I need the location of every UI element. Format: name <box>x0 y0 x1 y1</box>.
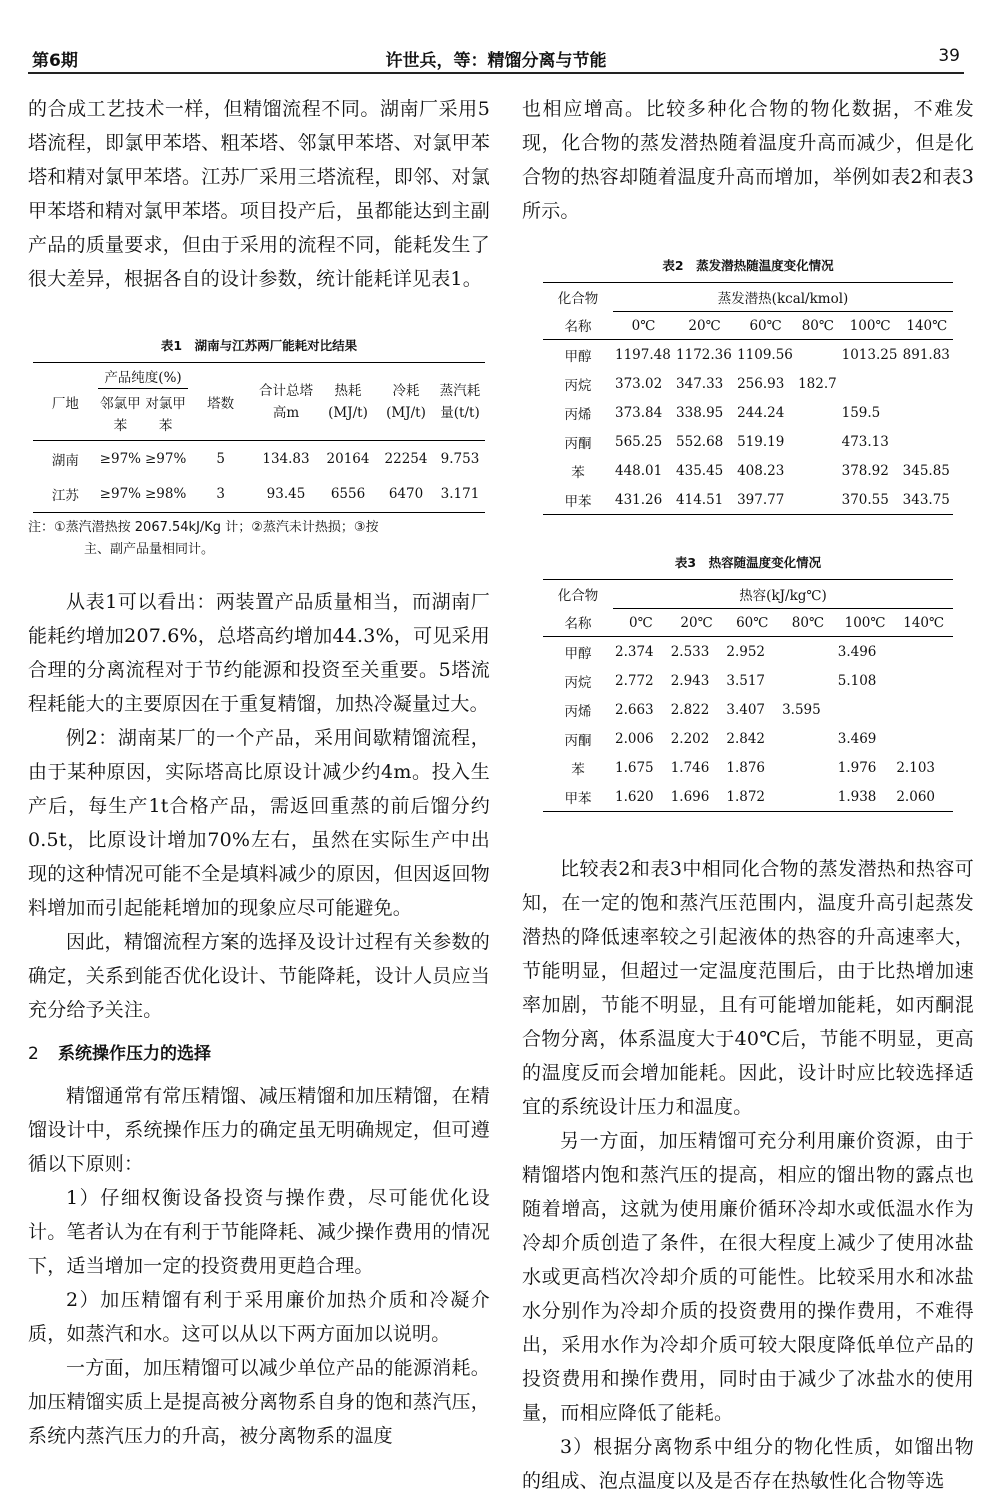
table-cell: 134.83 <box>262 450 310 467</box>
paragraph: 1）仔细权衡设备投资与操作费，尽可能优化设计。笔者认为在有利于节能降耗、减少操作费用的情况下，适当增加一定的投资费用更趋合理。 <box>28 1187 490 1277</box>
table-cell: 1.876 <box>726 759 766 776</box>
table-2-caption: 表2 蒸发潜热随温度变化情况 <box>662 258 834 273</box>
table-header: 20℃ <box>669 609 725 637</box>
section-heading <box>28 1037 490 1071</box>
table-cell: 408.23 <box>737 462 785 479</box>
table-cell: 338.95 <box>676 404 724 421</box>
table-cell: 2.772 <box>615 672 654 689</box>
table-cell: 20164 <box>326 450 370 467</box>
table-header: 60℃ <box>735 312 796 340</box>
table-cell <box>796 485 840 515</box>
running-header <box>28 40 964 74</box>
table-cell: 3.469 <box>837 730 877 747</box>
paragraph: 比较表2和表3中相同化合物的蒸发潜热和热容可知，在一定的饱和蒸汽压范围内，温度升高引起蒸发潜热的降低速率较之引起液体的热容的升高速率大，节能明显，但超过一定温度范围后，由于比热增加速率加剧，节能不明显，且有可能增加能耗，如丙酮混合物分离，体系温度大于40℃后，节能不明显，更高的温度反而会增加能耗。因此，设计时应比较选择适宜的系统设计压力和温度。 <box>522 858 974 1118</box>
table-row <box>543 398 953 427</box>
table-header: 对氯甲苯 <box>145 395 186 434</box>
table-cell: 2.663 <box>615 701 654 718</box>
paragraph: 也相应增高。比较多种化合物的物化数据，不难发现，化合物的蒸发潜热随着温度升高而减少，但是化合物的热容却随着温度升高而增加，举例如表2和表3所示。 <box>522 98 974 222</box>
table-2 <box>543 282 953 515</box>
table-cell: 2.842 <box>726 730 766 747</box>
table-1 <box>33 362 485 513</box>
compound-name: 甲苯 <box>564 790 592 807</box>
table-header: 100℃ <box>840 312 901 340</box>
table-row <box>543 782 953 812</box>
table-cell: 1.746 <box>670 759 710 776</box>
table-cell: ≥98% <box>145 486 187 503</box>
table-cell: 2.533 <box>670 643 710 660</box>
paragraph: 精馏通常有常压精馏、减压精馏和加压精馏，在精馏设计中，系统操作压力的确定虽无明确规定，但可遵循以下原则： <box>28 1085 490 1175</box>
left-column <box>28 92 490 1453</box>
table-cell: 345.85 <box>902 462 950 479</box>
table-cell: 3.496 <box>837 643 877 660</box>
table-cell: ≥97% <box>99 450 141 467</box>
table-cell: 6556 <box>330 486 366 503</box>
table-row <box>543 456 953 485</box>
table-cell <box>780 753 836 782</box>
table-cell: 448.01 <box>615 462 663 479</box>
table-header: 化合物 <box>557 291 599 308</box>
table-cell: 2.202 <box>670 730 710 747</box>
table-cell <box>894 695 953 724</box>
table-header: 80℃ <box>796 312 840 340</box>
table-cell: 2.943 <box>670 672 710 689</box>
table-cell: 5.108 <box>837 672 877 689</box>
table-cell <box>894 724 953 753</box>
compound-name: 丙酮 <box>564 435 592 452</box>
table-cell: 373.84 <box>615 404 663 421</box>
table-header: 名称 <box>543 609 613 637</box>
table-cell: 891.83 <box>902 346 950 363</box>
compound-name: 丙烯 <box>564 703 592 720</box>
section-number: 2 <box>28 1044 39 1064</box>
table-header: 邻氯甲苯 <box>100 395 141 434</box>
table-cell: 414.51 <box>676 491 724 508</box>
table-cell <box>780 666 836 695</box>
table-cell: 1.675 <box>615 759 654 776</box>
table-header: 产品纯度(%) <box>98 363 189 389</box>
table-header: 0℃ <box>613 609 669 637</box>
paragraph: 的合成工艺技术一样，但精馏流程不同。湖南厂采用5塔流程，即氯甲苯塔、粗苯塔、邻氯甲苯塔、对氯甲苯塔和精对氯甲苯塔。江苏厂采用三塔流程，即邻、对氯甲苯塔和精对氯甲苯塔。项目投产后，虽都能达到主副产品的质量要求，但由于采用的流程不同，能耗发生了很大差异，根据各自的设计参数，统计能耗详见表1。 <box>28 98 490 290</box>
table-1-note <box>28 517 490 561</box>
table-cell: 473.13 <box>841 433 889 450</box>
compound-name: 苯 <box>571 761 585 778</box>
table-header: 塔数 <box>207 395 235 412</box>
table-cell: 1.872 <box>726 788 766 805</box>
table-header: 热耗(MJ/t) <box>328 382 368 421</box>
compound-name: 丙烷 <box>564 674 592 691</box>
table-header: 100℃ <box>836 609 895 637</box>
table-header: 合计总塔高m <box>259 382 313 421</box>
table-cell <box>780 724 836 753</box>
paragraph: 一方面，加压精馏可以减少单位产品的能源消耗。加压精馏实质上是提高被分离物系自身的饱和蒸汽压，系统内蒸汽压力的升高，被分离物系的温度 <box>28 1357 490 1447</box>
table-cell: 1.696 <box>670 788 710 805</box>
table-header: 热容(kJ/kg℃) <box>613 580 953 609</box>
table-cell: 5 <box>216 450 225 467</box>
table-cell: 182.7 <box>798 375 837 392</box>
table-cell: 1172.36 <box>676 346 732 363</box>
note-line: 主、副产品量相同计。 <box>84 542 215 557</box>
right-column <box>522 92 974 1498</box>
section-title: 系统操作压力的选择 <box>58 1044 211 1064</box>
table-cell: 22254 <box>384 450 428 467</box>
table-cell: 2.006 <box>615 730 654 747</box>
table-header: 20℃ <box>674 312 735 340</box>
table-cell: 565.25 <box>615 433 663 450</box>
compound-name: 丙烷 <box>564 377 592 394</box>
table-cell: 256.93 <box>737 375 785 392</box>
table-row <box>543 695 953 724</box>
table-1-caption: 表1 湖南与江苏两厂能耗对比结果 <box>160 338 358 353</box>
table-cell <box>901 369 953 398</box>
table-cell: 1013.25 <box>841 346 898 363</box>
table-cell: 3.171 <box>440 486 480 503</box>
table-cell: 244.24 <box>737 404 785 421</box>
table-cell: 1197.48 <box>615 346 671 363</box>
table-cell <box>796 456 840 485</box>
table-cell <box>780 637 836 667</box>
table-row <box>543 753 953 782</box>
table-header: 名称 <box>543 312 613 340</box>
table-cell: 552.68 <box>676 433 724 450</box>
table-cell: 93.45 <box>266 486 306 503</box>
table-cell: 2.060 <box>896 788 935 805</box>
paragraph: 2）加压精馏有利于采用廉价加热介质和冷凝介质，如蒸汽和水。这可以从以下两方面加以说明。 <box>28 1289 490 1345</box>
table-cell: 3 <box>216 486 225 503</box>
table-header: 140℃ <box>894 609 953 637</box>
table-cell <box>796 398 840 427</box>
table-cell: 347.33 <box>676 375 724 392</box>
table-cell: 159.5 <box>841 404 881 421</box>
table-cell: 9.753 <box>440 450 480 467</box>
compound-name: 丙烯 <box>564 406 592 423</box>
table-3-caption: 表3 热容随温度变化情况 <box>674 555 822 570</box>
table-cell: 江苏 <box>51 488 79 505</box>
table-row <box>543 427 953 456</box>
table-cell: 2.103 <box>896 759 935 776</box>
table-header: 冷耗(MJ/t) <box>386 382 426 421</box>
table-cell: 1.976 <box>837 759 877 776</box>
compound-name: 甲苯 <box>564 493 592 510</box>
compound-name: 苯 <box>571 464 585 481</box>
table-header: 80℃ <box>780 609 836 637</box>
table-header: 厂地 <box>51 395 79 412</box>
table-cell: 2.952 <box>726 643 766 660</box>
table-cell: 378.92 <box>841 462 889 479</box>
table-row <box>543 340 953 370</box>
table-row <box>543 724 953 753</box>
table-cell: 1.620 <box>615 788 654 805</box>
table-cell <box>796 340 840 370</box>
table-header: 化合物 <box>557 588 599 605</box>
table-cell: 3.517 <box>726 672 766 689</box>
compound-name: 丙酮 <box>564 732 592 749</box>
page-number: 39 <box>938 46 960 66</box>
table-row <box>543 666 953 695</box>
paragraph: 另一方面，加压精馏可充分利用廉价资源，由于精馏塔内饱和蒸汽压的提高，相应的馏出物的露点也随着增高，这就为使用廉价循环冷却水或低温水作为冷却介质创造了条件，在很大程度上减少了使用冰盐水或更高档次冷却介质的可能性。比较采用水和冰盐水分别作为冷却介质的投资费用的操作费用，不难得出，采用水作为冷却介质可较大限度降低单位产品的投资费用和操作费用，同时由于减少了冰盐水的使用量，而相应降低了能耗。 <box>522 1130 974 1424</box>
table-cell <box>901 427 953 456</box>
table-cell: 湖南 <box>51 452 79 469</box>
compound-name: 甲醇 <box>564 348 592 365</box>
issue-number: 第6期 <box>32 51 78 71</box>
table-cell: ≥97% <box>99 486 141 503</box>
table-cell: ≥97% <box>145 450 187 467</box>
table-row <box>543 485 953 515</box>
table-row <box>543 637 953 667</box>
paragraph: 因此，精馏流程方案的选择及设计过程有关参数的确定，关系到能否优化设计、节能降耗，设计人员应当充分给予关注。 <box>28 931 490 1021</box>
paragraph: 从表1可以看出：两装置产品质量相当，而湖南厂能耗约增加207.6%，总塔高约增加44.3%，可见采用合理的分离流程对于节约能源和投资至关重要。5塔流程耗能大的主要原因在于重复精馏，加热冷凝量过大。 <box>28 591 490 715</box>
table-header: 60℃ <box>724 609 780 637</box>
table-cell <box>840 369 901 398</box>
note-line: 注：①蒸汽潜热按 2067.54kJ/Kg 计；②蒸汽未计热损；③按 <box>28 520 379 535</box>
table-cell <box>894 666 953 695</box>
table-cell <box>780 782 836 812</box>
paragraph: 3）根据分离物系中组分的物化性质，如馏出物的组成、泡点温度以及是否存在热敏性化合物等选 <box>522 1436 974 1492</box>
table-cell <box>836 695 895 724</box>
table-cell <box>894 637 953 667</box>
table-header: 蒸发潜热(kcal/kmol) <box>613 283 953 312</box>
table-cell: 6470 <box>388 486 424 503</box>
table-cell: 431.26 <box>615 491 663 508</box>
table-cell: 2.374 <box>615 643 654 660</box>
table-cell: 1109.56 <box>737 346 793 363</box>
table-cell: 519.19 <box>737 433 785 450</box>
paragraph: 例2：湖南某厂的一个产品，采用间歇精馏流程，由于某种原因，实际塔高比原设计减少约4m。投入生产后，每生产1t合格产品，需返回重蒸的前后馏分约0.5t，比原设计增加70%左右，虽然在实际生产中出现的这种情况可能不全是填料减少的原因，但因返回物料增加而引起能耗增加的现象应尽可能避免。 <box>28 727 491 919</box>
table-header: 140℃ <box>901 312 953 340</box>
table-cell: 2.822 <box>670 701 710 718</box>
table-3 <box>543 579 953 812</box>
table-header: 0℃ <box>613 312 674 340</box>
table-cell: 3.407 <box>726 701 766 718</box>
table-row <box>543 369 953 398</box>
compound-name: 甲醇 <box>564 645 592 662</box>
table-cell <box>901 398 953 427</box>
table-cell: 373.02 <box>615 375 663 392</box>
table-cell: 397.77 <box>737 491 785 508</box>
table-cell: 370.55 <box>841 491 889 508</box>
table-header: 蒸汽耗量(t/t) <box>439 382 481 421</box>
table-cell: 435.45 <box>676 462 724 479</box>
running-title: 许世兵，等：精馏分离与节能 <box>385 51 607 71</box>
table-cell: 3.595 <box>782 701 821 718</box>
table-cell: 343.75 <box>902 491 950 508</box>
table-cell: 1.938 <box>837 788 877 805</box>
table-cell <box>796 427 840 456</box>
